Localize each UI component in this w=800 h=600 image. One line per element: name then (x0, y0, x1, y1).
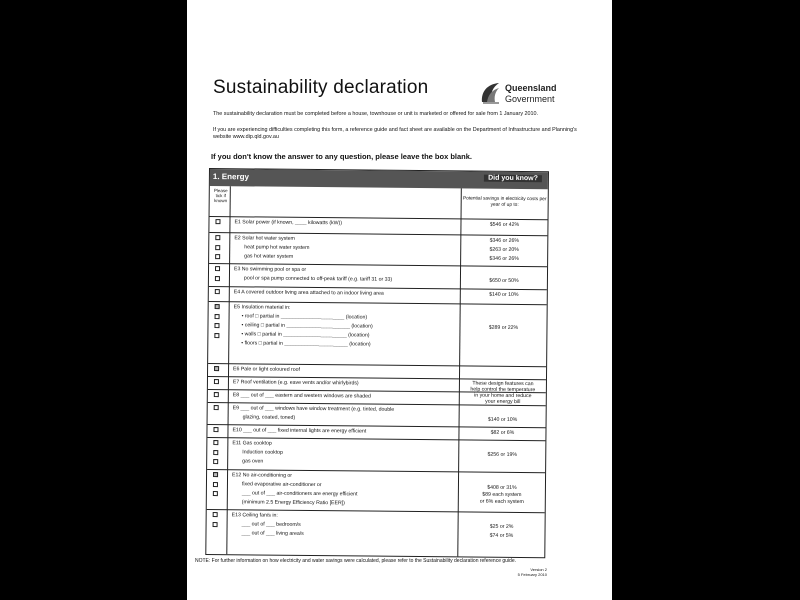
item-description (232, 426, 457, 437)
savings-value (463, 267, 545, 286)
tick-checkbox[interactable] (213, 512, 218, 517)
tick-checkbox[interactable] (215, 304, 220, 309)
description-line: E8 ___ out of ___ eastern and western windows are shaded (232, 392, 371, 400)
version-date: 5 February 2010 (517, 572, 547, 577)
checkbox-group (215, 219, 220, 229)
intro-paragraph: The sustainability declaration must be completed before a house, townhouse or unit is marketed or offered for sale from 1 January 2010. (213, 111, 539, 117)
tick-checkbox[interactable] (214, 379, 219, 384)
description-line: E2 Solar hot water system (234, 235, 295, 242)
savings-line: $408 or 31% (487, 484, 517, 491)
checkbox-group (213, 472, 218, 501)
savings-value (461, 441, 543, 460)
savings-line: $25 or 2% (489, 523, 514, 530)
tick-checkbox[interactable] (215, 235, 220, 240)
checkbox-group (213, 512, 218, 531)
column-header-row (210, 186, 548, 220)
description-line: E9 ___ out of ___ windows have window treatment (e.g. tinted, double (232, 405, 395, 413)
savings-line: $140 or 10% (489, 291, 519, 298)
tick-checkbox[interactable] (214, 323, 219, 328)
savings-line (462, 393, 544, 403)
savings-column-header: Potential savings in electricity costs per year of up to: (462, 196, 547, 208)
description-line: ___ out of ___ living area/s (241, 530, 304, 537)
description-line: glazing, coated, toned) (242, 414, 296, 421)
savings-line: $74 or 5% (489, 532, 514, 539)
description-line: E1 Solar power (if known, ____ kilowatts (kW)) (234, 219, 343, 227)
tick-checkbox[interactable] (213, 440, 218, 445)
description-line: E6 Pale or light coloured roof (233, 366, 301, 373)
tick-checkbox[interactable] (213, 427, 218, 432)
savings-line: $346 or 26% (489, 255, 519, 262)
item-description (234, 218, 459, 229)
savings-line: your energy bill (485, 398, 521, 405)
tick-checkbox[interactable] (215, 276, 220, 281)
tick-checkbox[interactable] (214, 366, 219, 371)
section-title: 1. Energy (212, 172, 249, 182)
savings-value (463, 220, 545, 230)
tick-checkbox[interactable] (213, 491, 218, 496)
table-row (207, 437, 545, 473)
tick-checkbox[interactable] (213, 459, 218, 464)
checkbox-group (213, 440, 218, 469)
checkbox-group (215, 266, 220, 285)
checkbox-group (214, 304, 219, 342)
tick-checkbox[interactable] (213, 522, 218, 527)
description-line: pool or spa pump connected to off-peak tariff (e.g. tariff 31 or 33) (243, 275, 393, 283)
checkbox-group (215, 235, 220, 264)
savings-line (462, 367, 544, 377)
savings-value (460, 513, 542, 541)
savings-line: $650 or 50% (489, 277, 519, 284)
table-row (206, 509, 544, 548)
savings-value (461, 477, 543, 506)
savings-value (463, 236, 545, 264)
item-description (233, 404, 458, 424)
savings-line: $89 each system (482, 491, 522, 499)
checkbox-group (214, 392, 219, 402)
version-info (487, 567, 547, 577)
checkbox-group (213, 427, 218, 437)
description-line: E10 ___ out of ___ fixed internal lights are energy efficient (232, 427, 367, 435)
page-title: Sustainability declaration (213, 77, 429, 98)
intro-paragraph-help: If you are experiencing difficulties completing this form, a reference guide and fact sheet are available on the Department of Infrastructure and Planning's website www.dip.qld.gov.au (213, 127, 577, 140)
item-description (233, 365, 458, 376)
description-line: • walls □ partial in ______________________ (location) (241, 331, 370, 339)
tick-checkbox[interactable] (215, 289, 220, 294)
savings-value (461, 428, 543, 438)
description-line: ___ out of ___ air-conditioners are energy efficient (241, 490, 358, 498)
description-line: E11 Gas cooktop (232, 440, 272, 447)
description-line: E4 A covered outdoor living area attached to an indoor living area (233, 289, 384, 297)
savings-line: $289 or 22% (488, 324, 519, 331)
item-description (234, 288, 459, 299)
tick-checkbox[interactable] (215, 254, 220, 259)
tick-checkbox[interactable] (213, 450, 218, 455)
item-description (234, 265, 459, 285)
checkbox-group (214, 405, 219, 415)
savings-line: $256 or 19% (487, 451, 517, 458)
table-row (208, 301, 547, 367)
tick-checkbox[interactable] (214, 333, 219, 338)
table-row (207, 469, 545, 513)
energy-table (205, 168, 549, 558)
checkbox-group (214, 379, 219, 389)
form-page (187, 0, 612, 600)
tick-checkbox[interactable] (215, 266, 220, 271)
tick-checkbox[interactable] (215, 314, 220, 319)
item-description (234, 234, 459, 263)
government-logo (479, 80, 599, 110)
savings-line: $346 or 26% (489, 237, 520, 244)
description-line: Induction cooktop (242, 449, 283, 456)
savings-line: These design features can (472, 380, 534, 388)
footnote: NOTE: For further information on how electricity and water savings were calculated, please refer to the Sustainability declaration reference guide. (195, 558, 516, 564)
description-line: gas hot water system (244, 253, 294, 260)
item-description (232, 471, 457, 509)
description-line: E3 No swimming pool or spa or (234, 266, 307, 273)
description-line: E12 No air-conditioning or (232, 472, 293, 479)
savings-line: $140 or 10% (487, 416, 518, 423)
tick-checkbox[interactable] (214, 392, 219, 397)
tick-checkbox[interactable] (215, 245, 220, 250)
description-line: E5 Insulation material in: (233, 304, 291, 311)
savings-line: or 6% each system (479, 498, 524, 506)
tick-checkbox[interactable] (213, 472, 218, 477)
savings-line: $546 or 42% (489, 221, 520, 228)
description-line: • ceiling □ partial in ______________________ (location) (241, 322, 373, 330)
item-description (232, 439, 457, 468)
tick-checkbox[interactable] (213, 482, 218, 487)
table-row (209, 232, 547, 267)
description-line: ___ out of ___ bedroom/s (241, 521, 301, 528)
tick-checkbox[interactable] (214, 405, 219, 410)
description-line: (minimum 2.5 Energy Efficiency Ratio [EER]) (241, 499, 345, 507)
tick-column-header: Please tick if known (213, 188, 228, 204)
description-line: • roof □ partial in ______________________ (location) (241, 313, 368, 321)
savings-line: in your home and reduce (474, 392, 532, 400)
savings-line: $82 or 6% (490, 429, 515, 436)
description-line: heat pump hot water system (244, 244, 310, 251)
queensland-crest-icon (479, 80, 503, 106)
checkbox-group (215, 289, 220, 299)
instruction-text: If you don't know the answer to any question, please leave the box blank. (211, 152, 473, 161)
savings-line: help control the temperature (470, 386, 536, 394)
logo-text-queensland: Queensland (505, 83, 557, 93)
checkbox-group (214, 366, 219, 376)
savings-value (462, 305, 544, 333)
savings-value (462, 393, 544, 403)
description-line: E7 Roof ventilation (e.g. eave vents and/or whirlybirds) (232, 379, 359, 387)
savings-line: $263 or 20% (489, 246, 519, 253)
item-description (233, 378, 458, 389)
item-description (233, 391, 458, 402)
savings-value (462, 367, 544, 377)
savings-value (462, 406, 544, 425)
version-number: Version 2 (530, 567, 547, 572)
description-line: E13 Ceiling fan/s in: (231, 512, 278, 519)
description-line: fixed evaporative air-conditioner or (241, 481, 322, 489)
tick-checkbox[interactable] (215, 219, 220, 224)
description-line: • floors □ partial in ______________________ (location) (241, 340, 371, 348)
logo-text-government: Government (505, 94, 555, 104)
item-description (231, 511, 456, 540)
did-you-know-label: Did you know? (484, 175, 542, 183)
item-description (233, 303, 458, 350)
description-line: gas oven (242, 458, 264, 465)
savings-value (463, 290, 545, 300)
